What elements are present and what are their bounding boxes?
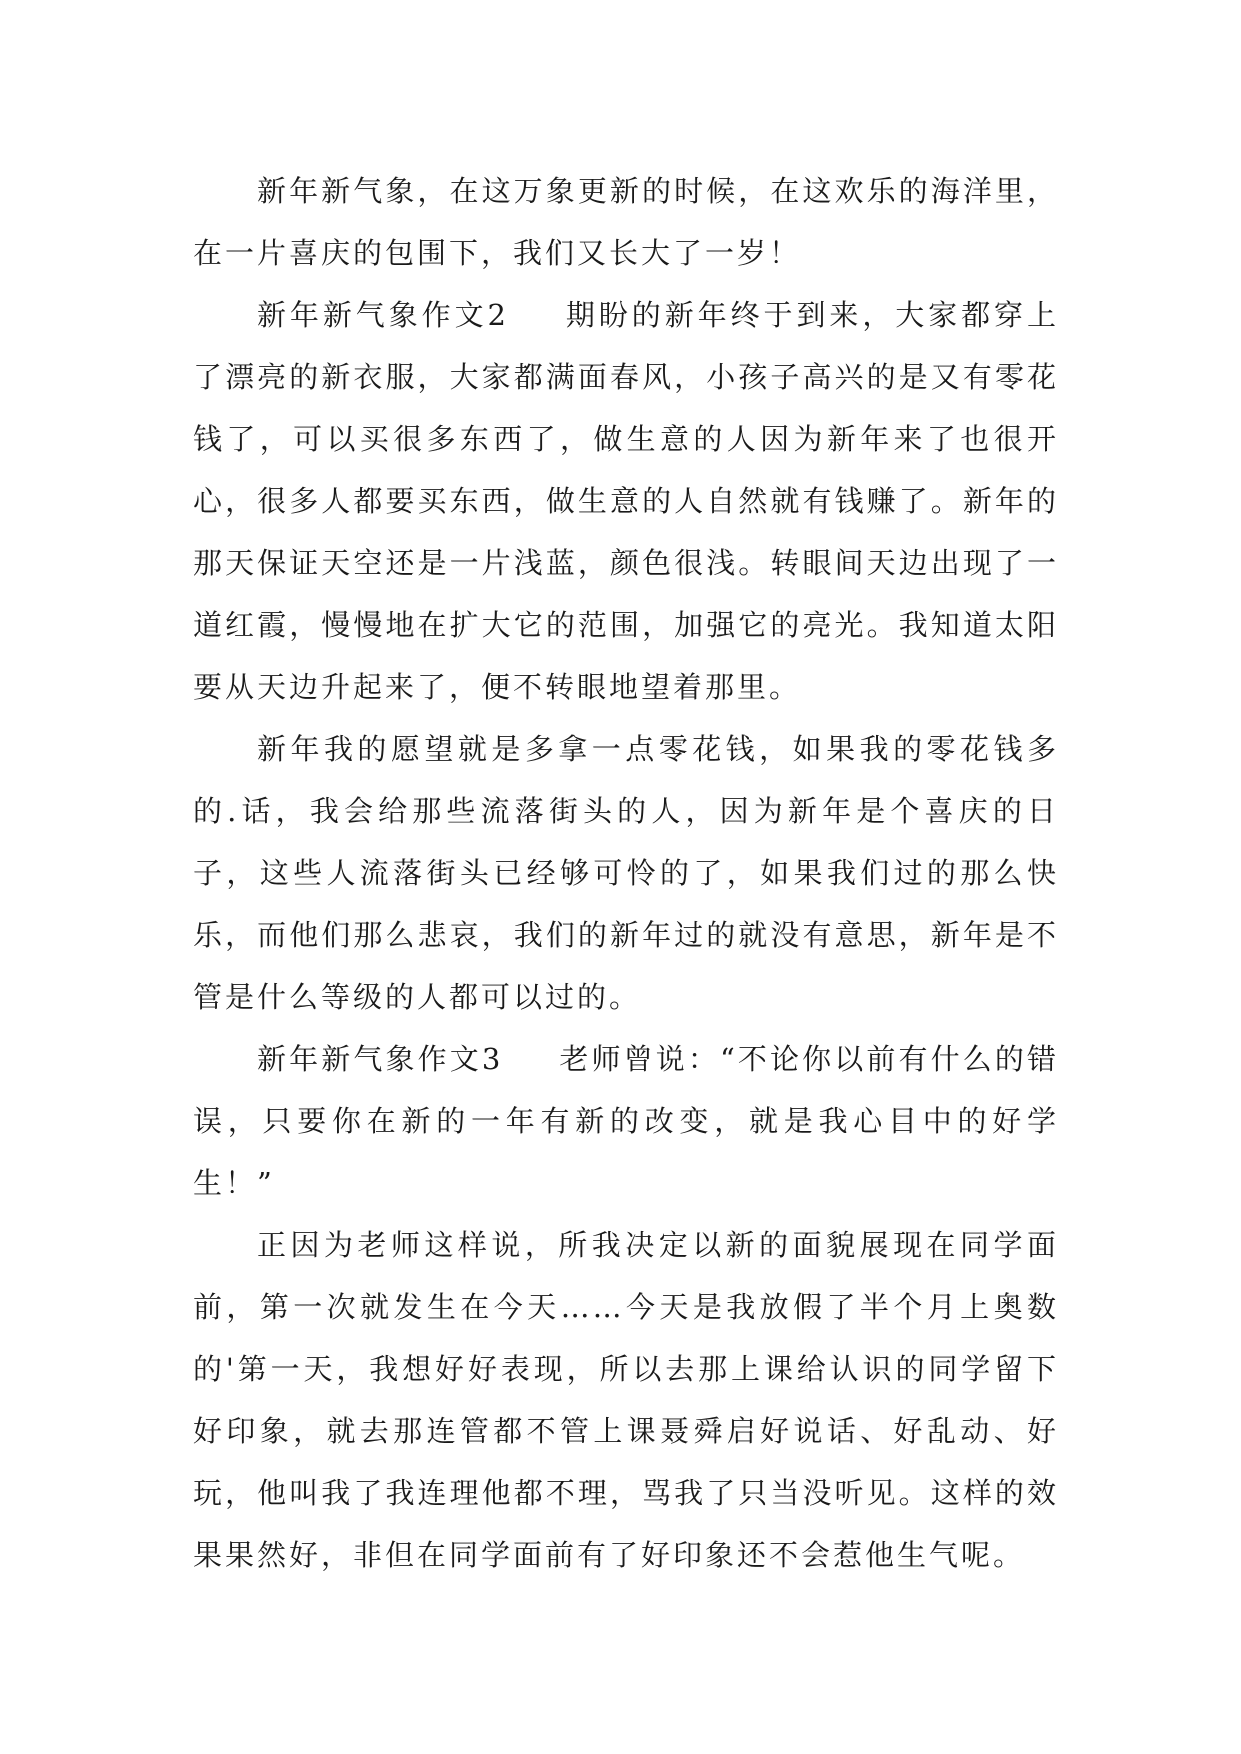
paragraph-5 (193, 1214, 1059, 1586)
paragraph-4 (193, 1028, 1059, 1214)
paragraph-text: 新年新气象，在这万象更新的时候，在这欢乐的海洋里，在一片喜庆的包围下，我们又长大了一岁！ (193, 174, 1059, 270)
essay-heading-2: 新年新气象作文2 (257, 298, 509, 332)
paragraph-3 (193, 718, 1059, 1028)
paragraph-text: 新年我的愿望就是多拿一点零花钱，如果我的零花钱多的.话，我会给那些流落街头的人，因为新年是个喜庆的日子，这些人流落街头已经够可怜的了，如果我们过的那么快乐，而他们那么悲哀，我们的新年过的就没有意思，新年是不管是什么等级的人都可以过的。 (193, 732, 1059, 1014)
paragraph-1 (193, 160, 1059, 284)
essay-body (193, 160, 1059, 1586)
paragraph-text: 期盼的新年终于到来，大家都穿上了漂亮的新衣服，大家都满面春风，小孩子高兴的是又有零花钱了，可以买很多东西了，做生意的人因为新年来了也很开心，很多人都要买东西，做生意的人自然就有钱赚了。新年的那天保证天空还是一片浅蓝，颜色很浅。转眼间天边出现了一道红霞，慢慢地在扩大它的范围，加强它的亮光。我知道太阳要从天边升起来了，便不转眼地望着那里。 (193, 298, 1059, 704)
essay-heading-3: 新年新气象作文3 (257, 1042, 504, 1076)
paragraph-text: 老师曾说：“不论你以前有什么的错误，只要你在新的一年有新的改变，就是我心目中的好学生！” (193, 1042, 1059, 1200)
paragraph-2 (193, 284, 1059, 718)
paragraph-text: 正因为老师这样说，所我决定以新的面貌展现在同学面前，第一次就发生在今天……今天是我放假了半个月上奥数的'第一天，我想好好表现，所以去那上课给认识的同学留下好印象，就去那连管都不管上课聂舜启好说话、好乱动、好玩，他叫我了我连理他都不理，骂我了只当没听见。这样的效果果然好，非但在同学面前有了好印象还不会惹他生气呢。 (193, 1228, 1059, 1572)
